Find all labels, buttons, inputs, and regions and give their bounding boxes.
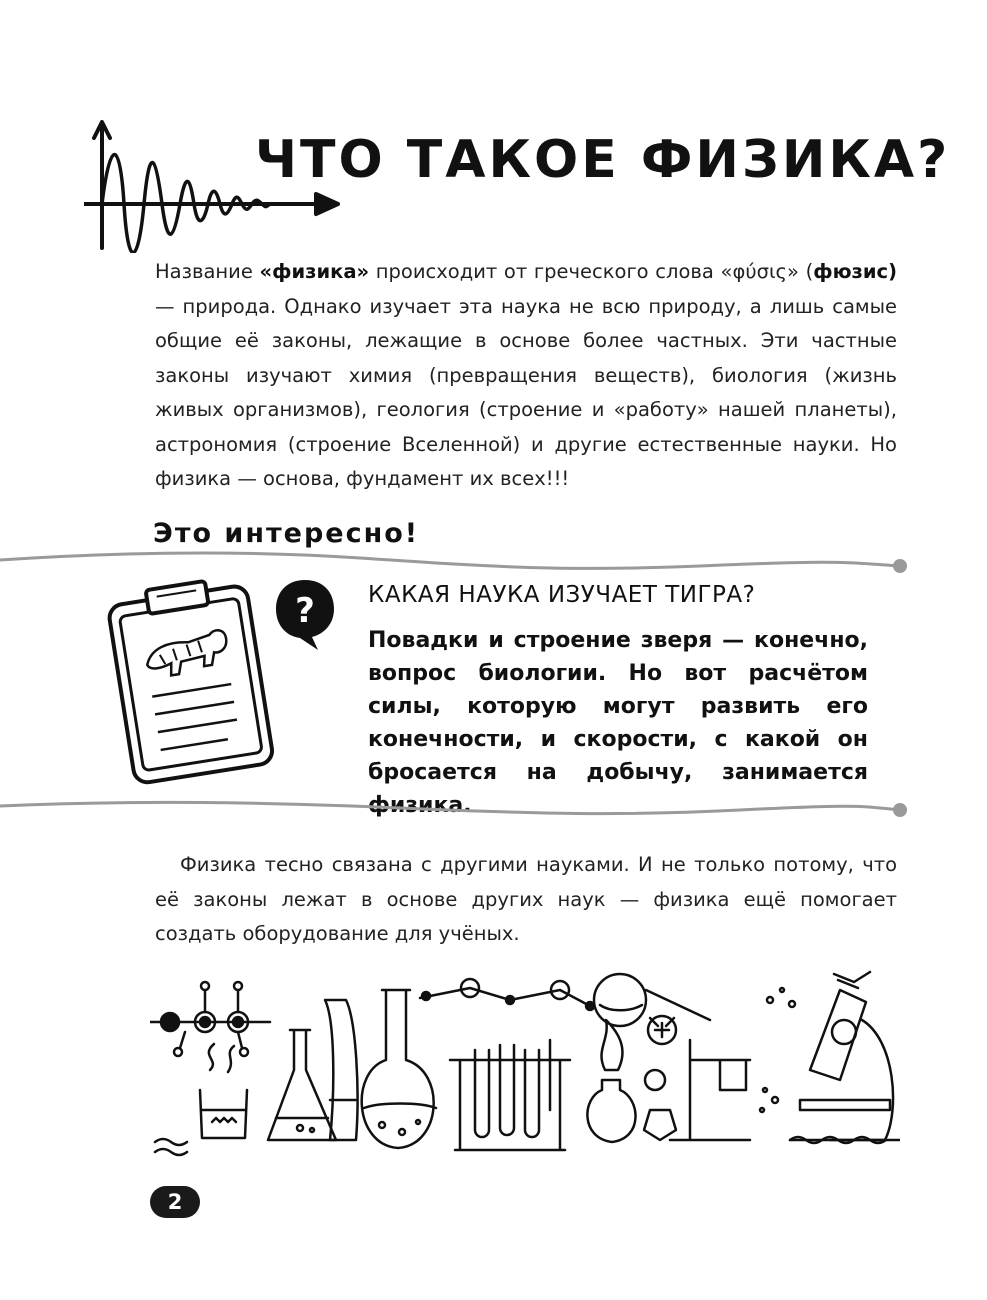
fact-answer: Повадки и строение зверя — конечно, вопрос биологии. Но вот расчётом силы, которую могут развить его конечности, и скорости, с какой он бросается на добычу, занимается физика. [368, 628, 868, 818]
intro-text-2: происходит от греческого слова «φύσις» ( [369, 260, 814, 283]
flask-icon [268, 1000, 358, 1140]
page-title: ЧТО ТАКОЕ ФИЗИКА? [255, 130, 951, 190]
intro-bold-term: «физика» [259, 260, 370, 283]
intro-text-3: — природа. Однако изучает эта наука не всю природу, а лишь самые общие её законы, лежащие в основе более частных. Эти частные законы изучают химия (превращения веществ), биология (жизнь живых организмов), геология (строение и «работу» нашей планеты), астрономия (строение Вселенной) и другие естественные науки. Но физика — основа, фундамент их всех!!! [155, 294, 897, 490]
question-bubble-icon [272, 576, 338, 658]
intro-text-1: Название [155, 260, 260, 283]
bubble-question-mark: ? [295, 591, 315, 631]
lab-equipment-illustration [150, 960, 900, 1164]
section-heading: Это интересно! [153, 518, 420, 549]
divider-wave-bottom [0, 790, 912, 830]
fact-question: КАКАЯ НАУКА ИЗУЧАЕТ ТИГРА? [368, 582, 756, 608]
microscope-icon [790, 972, 900, 1140]
test-tubes-icon [450, 1040, 570, 1150]
clipboard-tiger-icon [98, 572, 288, 791]
molecule-icon [150, 982, 270, 1056]
intro-paragraph [155, 255, 897, 497]
intro-bold-transliteration: фюзис) [813, 260, 897, 283]
round-flask-icon [362, 990, 436, 1148]
outro-paragraph: Физика тесно связана с другими науками. И не только потому, что её законы лежат в основе других наук — физика ещё помогает создать оборудование для учёных. [155, 853, 897, 945]
page-number: 2 [150, 1186, 200, 1218]
beaker-icon [200, 1044, 247, 1138]
